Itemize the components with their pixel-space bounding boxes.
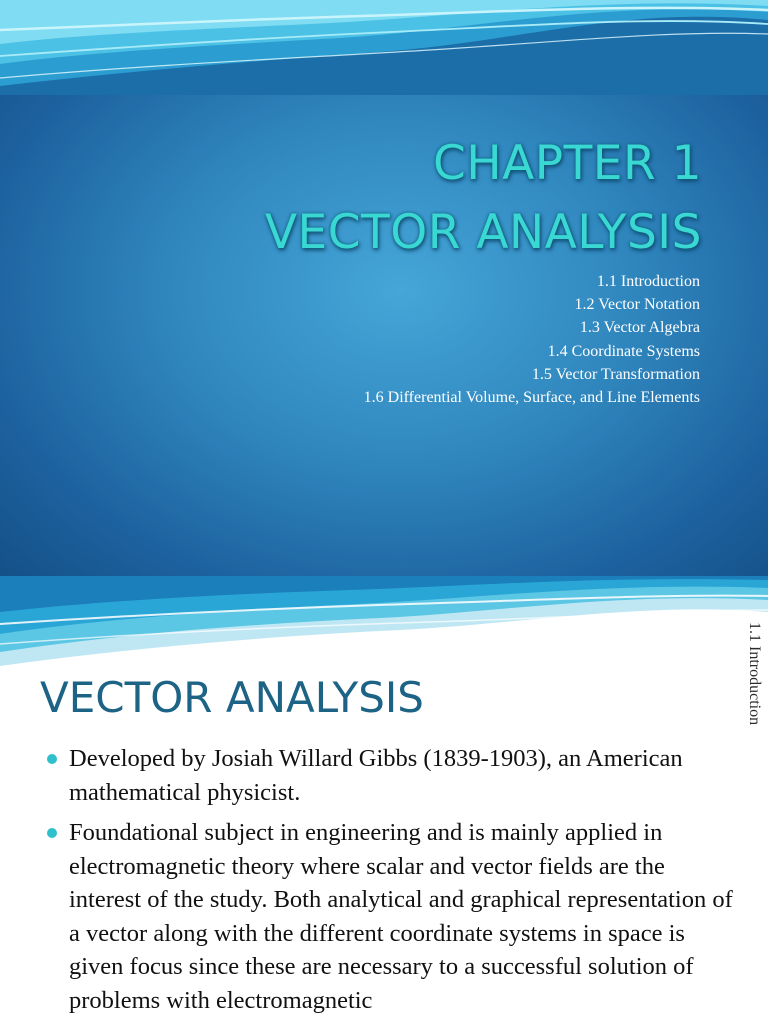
chapter-subtitle: VECTOR ANALYSIS	[264, 205, 702, 260]
toc-item: 1.2 Vector Notation	[574, 296, 700, 314]
bullet-text: Developed by Josiah Willard Gibbs (1839-1903), an American mathematical physicist.	[69, 745, 683, 806]
bullet-item	[44, 742, 734, 809]
toc-item: 1.4 Coordinate Systems	[547, 342, 700, 360]
bullet-dot-icon	[47, 828, 57, 838]
bullet-dot-icon	[47, 754, 57, 764]
top-wave-decoration	[0, 0, 768, 95]
bullet-list	[44, 742, 734, 1024]
toc-item: 1.3 Vector Algebra	[579, 319, 700, 337]
table-of-contents	[364, 270, 700, 409]
bullet-item	[44, 816, 734, 1017]
toc-item: 1.6 Differential Volume, Surface, and Line Elements	[363, 389, 700, 407]
toc-item: 1.5 Vector Transformation	[531, 365, 700, 383]
content-slide	[0, 576, 768, 1024]
chapter-title: CHAPTER 1	[432, 136, 702, 191]
slide-heading: VECTOR ANALYSIS	[40, 673, 424, 722]
top-wave-decoration	[0, 576, 768, 668]
section-label: 1.1 Introduction	[746, 622, 763, 726]
toc-item: 1.1 Introduction	[596, 273, 700, 290]
bullet-text: Foundational subject in engineering and is mainly applied in electromagnetic theory where scalar and vector fields are the interest of the study. Both analytical and graphical representation of a vector along with the different coordinate systems in space is given focus since these are necessary to a successful solution of problems with electromagnetic	[69, 819, 733, 1014]
